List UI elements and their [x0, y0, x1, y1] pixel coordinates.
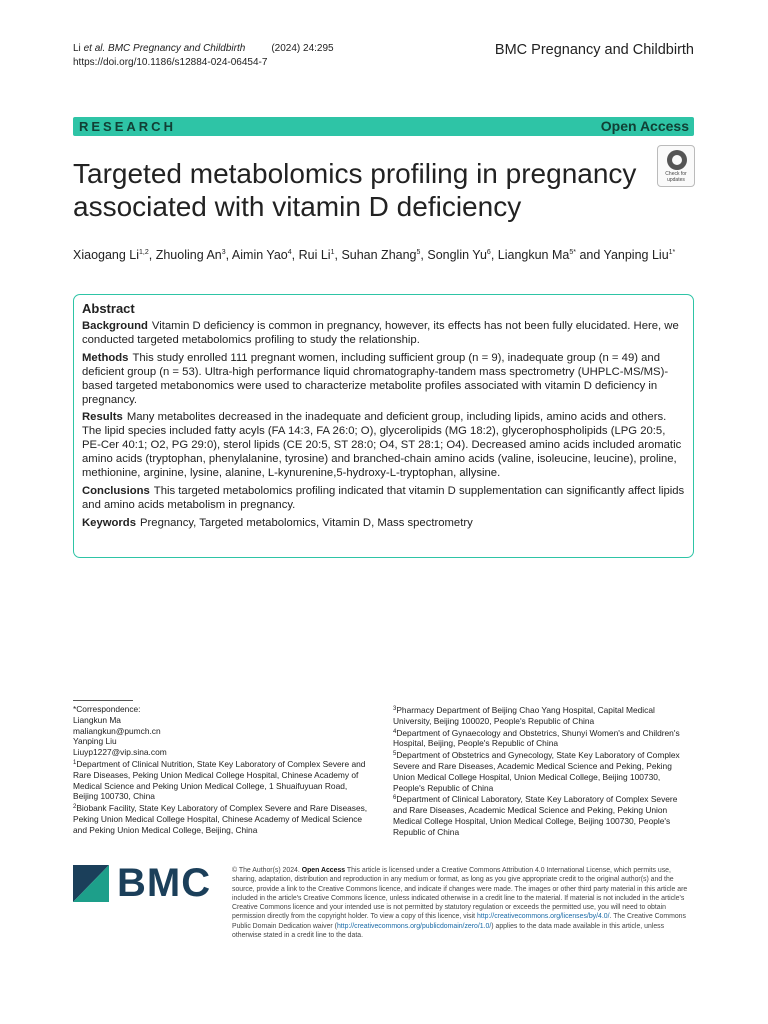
cc-zero-link[interactable]: http://creativecommons.org/publicdomain/zero/1.0/: [336, 922, 492, 930]
author: Rui Li$^1$,: [298, 248, 342, 262]
abstract-results: Results Many metabolites decreased in the inadequate and deficient group, including lipids, amino acids and others. The lipid species included fatty acyls (FA 14:3, FA 26:0; O), glycerolipids (MG 18:2), glycerophospholipids (LPG 20:5, PE-Cer 40:1; O2, PG 29:0), sterol lipids (CE 20:5, ST 28:0; O4, ST 28:1; O4). Decreased amino acids included aromatic amino acids (tryptophan, phenylalanine, tyrosine) and branched-chain amino acids (valine, isoleucine, leucine), proline, methionine, arginine, lysine, alanine, L-kynurenine,5-hydroxy-L-tryptophan, allysine.: [82, 411, 682, 480]
bmc-logo-icon: [73, 865, 109, 902]
journal-name: BMC Pregnancy and Childbirth: [494, 42, 694, 58]
author-list: [73, 248, 675, 262]
abstract-methods: Methods This study enrolled 111 pregnant women, including sufficient group (n = 9), inadequate group (n = 49) and deficient group (n = 53). Ultra-high performance liquid chromatography-tandem mass spectrometry (UHPLC-MS/MS)-based targeted metabonomics were used to characterize metabolite profiles associated with vitamin D deficiency in pregnancy.: [82, 351, 669, 406]
check-for-updates-badge[interactable]: [657, 145, 695, 187]
doi-link[interactable]: https://doi.org/10.1186/s12884-024-06454-7: [73, 57, 268, 68]
author: Songlin Yu$^6$,: [427, 248, 498, 262]
article-type-band: [73, 117, 694, 136]
correspondence-name: Liangkun Ma: [73, 714, 121, 725]
cc-by-link[interactable]: http://creativecommons.org/licenses/by/4.0/: [476, 913, 610, 921]
author: Xiaogang Li$^{1,2}$,: [73, 248, 156, 262]
bmc-logo: [73, 861, 218, 905]
license-open-access: Open Access: [301, 867, 346, 874]
article-type-label: RESEARCH: [79, 119, 176, 134]
citation-year: (2024) 24:295: [271, 43, 334, 54]
citation-authors: Li: [73, 43, 81, 54]
open-access-label: Open Access: [600, 118, 689, 134]
abstract-keywords: Keywords Pregnancy, Targeted metabolomics, Vitamin D, Mass spectrometry: [82, 516, 473, 529]
abstract-background: Background Vitamin D deficiency is common in pregnancy, however, its effects has not been fully elucidated. Here, we conducted targeted metabolomics profiling to study the relationship.: [82, 320, 679, 346]
abstract-conclusions: Conclusions This targeted metabolomics profiling indicated that vitamin D supplementation can significantly affect lipids and amino acids metabolism in pregnancy.: [82, 484, 685, 511]
bmc-logo-text: BMC: [117, 861, 212, 905]
author: Yanping Liu$^{1*}$: [603, 248, 676, 262]
affiliations-block: [393, 704, 693, 838]
correspondence-email[interactable]: maliangkun@pumch.cn: [73, 725, 161, 736]
citation-journal: et al. BMC Pregnancy and Childbirth: [83, 43, 246, 54]
author: Suhan Zhang$^5$,: [341, 248, 428, 262]
license-statement: © The Author(s) 2024. Open Access This article is licensed under a Creative Commons Attribution 4.0 International License, which permits use, sharing, adaptation, distribution and reproduction in any medium or format, as long as you give appropriate credit to the original author(s) and the source, provide a link to the Creative Commons licence, and indicate if changes were made. The images or other third party material in this article are included in the article's Creative Commons licence, unless indicated otherwise in a credit line to the material. If material is not included in the article's Creative Commons licence and your intended use is not permitted by statutory regulation or exceeds the permitted use, you will need to obtain permission directly from the copyright holder. To view a copy of this licence, visit http://creativecommons.org/licenses/by/4.0/. The Creative Commons Public Domain Dedication waiver (http://creativecommons.org/publicdomain/zero/1.0/) applies to the data made available in this article, unless otherwise stated in a credit line to the data.: [232, 867, 688, 940]
affiliation-item: $^4$Department of Gynaecology and Obstetrics, Shunyi Women's and Children's Hospital, Beijing, People's Republic of China: [393, 727, 680, 749]
affiliation-item: $^1$Department of Clinical Nutrition, State Key Laboratory of Complex Severe and Rare Diseases, Peking Union Medical College Hospital, Chinese Academy of Medical Science and Peking Union Medical College, 1 Shuaifuyuan Road, Beijing 100730, China: [73, 758, 366, 802]
abstract-heading: Abstract: [82, 301, 135, 316]
correspondence-name: Yanping Liu: [73, 736, 117, 747]
affiliation-item: $^5$Department of Obstetrics and Gynecology, State Key Laboratory of Complex Severe and Rare Diseases, Academic Medical Science and Peking, Peking Union Medical College Hospital, Union Medical College, Beijing 100730, People's Republic of China: [393, 750, 680, 793]
crossmark-icon: [667, 150, 687, 170]
author: Aimin Yao$^4$,: [231, 248, 299, 262]
abstract-box: [73, 294, 694, 558]
citation-line: [73, 42, 334, 56]
correspondence-block: [73, 704, 373, 836]
crossmark-text: Check for updates: [665, 171, 687, 183]
footnote-divider: [73, 700, 133, 701]
affiliation-item: $^3$Pharmacy Department of Beijing Chao Yang Hospital, Capital Medical University, Beijing 100020, People's Republic of China: [393, 705, 655, 726]
running-header-citation: [73, 42, 334, 70]
correspondence-label: *Correspondence:: [73, 704, 141, 714]
author: Liangkun $Ma^{5*}$ and: [497, 248, 604, 262]
affiliation-item: $^2$Biobank Facility, State Key Laboratory of Complex Severe and Rare Diseases, Peking Union Medical College Hospital, Chinese Academy of Medical Science and Peking Union Medical College, Beijing, China: [73, 803, 368, 835]
correspondence-email[interactable]: Liuyp1227@vip.sina.com: [73, 747, 167, 758]
article-title: Targeted metabolomics profiling in pregnancy associated with vitamin D deficiency: [73, 158, 637, 222]
author: Zhuoling An$^3$,: [155, 248, 232, 262]
affiliation-item: $^6$Department of Clinical Laboratory, State Key Laboratory of Complex Severe and Rare Diseases, Academic Medical Science and Peking, Peking Union Medical College Hospital, Union Medical College, Beijing 100730, People's Republic of China: [393, 794, 678, 837]
